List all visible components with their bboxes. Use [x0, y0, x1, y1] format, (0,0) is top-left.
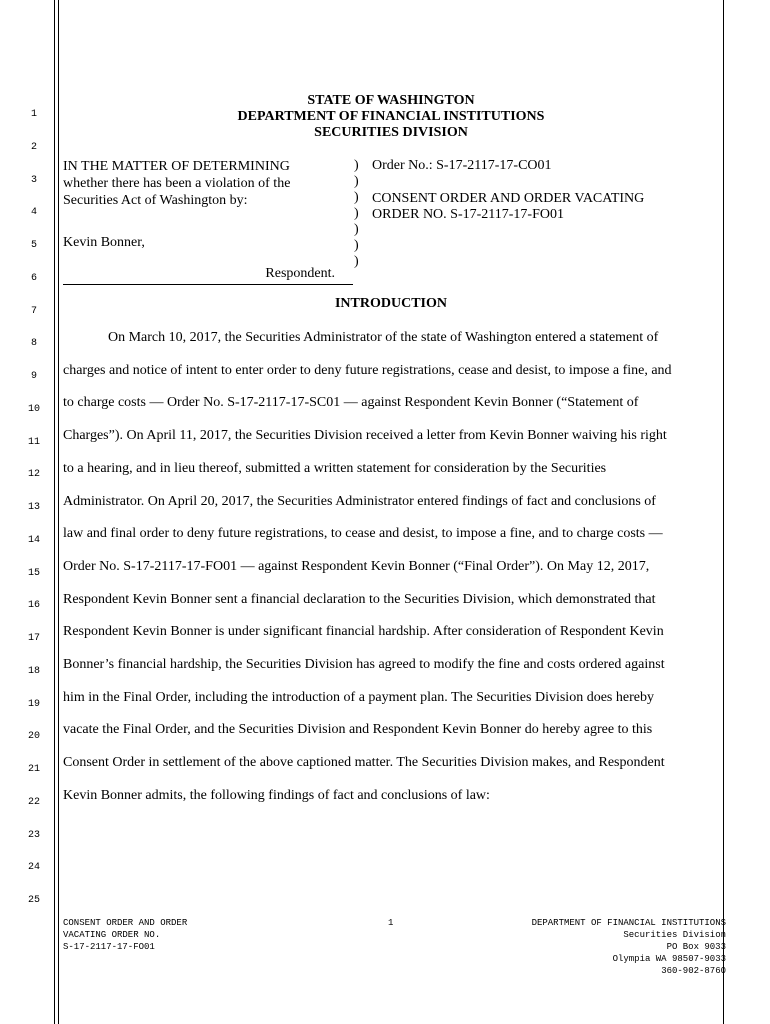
caption-paren: ) [354, 174, 359, 189]
line-number: 24 [27, 862, 40, 874]
line-number: 11 [27, 436, 40, 448]
line-number: 1 [30, 109, 37, 120]
footer-page-number: 1 [388, 918, 394, 928]
footer-right-line: Securities Division [623, 930, 726, 940]
caption-paren: ) [354, 206, 359, 221]
line-number: 17 [27, 633, 40, 644]
line-number: 25 [27, 895, 40, 906]
line-number: 5 [30, 240, 37, 251]
header-division: SECURITIES DIVISION [314, 125, 468, 140]
line-number: 23 [27, 829, 40, 841]
caption-respondent-name: Kevin Bonner, [63, 235, 145, 250]
line-number: 14 [27, 534, 40, 546]
caption-line: Securities Act of Washington by: [63, 193, 248, 208]
footer-left-line: VACATING ORDER NO. [63, 930, 161, 940]
caption-line [63, 209, 343, 226]
paragraph-line: Respondent Kevin Bonner is under significant financial hardship. After consideration of Respondent Kevin [63, 624, 664, 640]
paragraph-line: charges and notice of intent to enter order to deny future registrations, cease and desist, to impose a fine, and [63, 362, 672, 378]
left-margin-rule-outer [54, 0, 55, 1024]
line-number: 8 [30, 338, 37, 350]
caption-line: IN THE MATTER OF DETERMINING [63, 159, 290, 174]
footer-right [532, 917, 726, 977]
header-state: STATE OF WASHINGTON [307, 93, 475, 108]
right-margin-rule [723, 0, 724, 1024]
line-number: 2 [30, 141, 37, 153]
caption-line: whether there has been a violation of the [63, 176, 291, 191]
paragraph-line: Respondent Kevin Bonner sent a financial declaration to the Securities Division, which demonstrated that [63, 591, 656, 607]
line-number: 3 [30, 174, 37, 186]
line-number: 19 [27, 698, 40, 710]
paragraph-line: to charge costs — Order No. S-17-2117-17-SC01 — against Respondent Kevin Bonner (“Statement of [63, 395, 639, 411]
line-number: 10 [27, 403, 40, 415]
caption-underline [63, 284, 353, 285]
section-title-introduction: INTRODUCTION [334, 296, 447, 311]
footer-right-line: PO Box 9033 [666, 942, 726, 952]
paragraph-line: him in the Final Order, including the introduction of a payment plan. The Securities Division does hereby [63, 689, 654, 705]
footer-left [63, 917, 187, 953]
footer-right-line: Olympia WA 98507-9033 [612, 954, 726, 964]
paragraph-line: Bonner’s financial hardship, the Securities Division has agreed to modify the fine and costs ordered against [63, 657, 665, 672]
paragraph-line: Order No. S-17-2117-17-FO01 — against Respondent Kevin Bonner (“Final Order”). On May 12, 2017, [63, 558, 650, 574]
agency-header [60, 93, 722, 141]
paragraph-line: Kevin Bonner admits, the following findings of fact and conclusions of law: [63, 787, 490, 803]
line-number: 7 [30, 305, 37, 317]
left-margin-rule-inner [58, 0, 59, 1024]
line-number: 22 [27, 796, 40, 808]
paragraph-line: Consent Order in settlement of the above captioned matter. The Securities Division makes, and Respondent [63, 755, 665, 771]
footer-right-line: DEPARTMENT OF FINANCIAL INSTITUTIONS [531, 918, 726, 928]
header-department: DEPARTMENT OF FINANCIAL INSTITUTIONS [237, 109, 545, 124]
line-number: 4 [30, 207, 37, 219]
footer-left-line: S-17-2117-17-FO01 [63, 942, 155, 952]
order-title-line2: ORDER NO. S-17-2117-17-FO01 [372, 207, 564, 222]
paragraph-line: On March 10, 2017, the Securities Administrator of the state of Washington entered a statement of [108, 330, 659, 345]
footer-right-line: 360-902-8760 [661, 966, 726, 976]
line-number: 13 [27, 502, 40, 513]
paragraph-line: Charges”). On April 11, 2017, the Securities Division received a letter from Kevin Bonner waiving his right [63, 428, 667, 444]
caption-paren: ) [354, 190, 359, 205]
line-number: 20 [27, 731, 40, 743]
line-number: 21 [27, 764, 40, 775]
paragraph-line: law and final order to deny future registrations, to cease and desist, to impose a fine, and to charge costs — [63, 526, 663, 542]
line-number: 16 [27, 600, 40, 612]
caption-respondent-label: Respondent. [265, 266, 335, 281]
caption-paren: ) [354, 222, 359, 237]
paragraph-line: to a hearing, and in lieu thereof, submitted a written statement for consideration by the Securities [63, 460, 607, 476]
footer-left-line: CONSENT ORDER AND ORDER [63, 918, 188, 928]
paragraph-line: Administrator. On April 20, 2017, the Securities Administrator entered findings of fact and conclusions of [63, 493, 656, 509]
caption-paren: ) [354, 238, 359, 253]
order-number: Order No.: S-17-2117-17-CO01 [372, 158, 552, 173]
line-number: 12 [27, 469, 40, 481]
caption-order-block [372, 158, 722, 223]
order-title-line1: CONSENT ORDER AND ORDER VACATING [372, 191, 645, 206]
caption-paren: ) [354, 158, 359, 173]
line-number: 15 [27, 567, 40, 579]
line-number: 9 [30, 371, 37, 382]
line-number: 18 [27, 665, 40, 677]
caption-matter [63, 158, 343, 251]
line-number: 6 [30, 272, 37, 284]
paragraph-line: vacate the Final Order, and the Securities Division and Respondent Kevin Bonner do hereby agree to this [63, 722, 653, 738]
caption-paren: ) [354, 254, 359, 269]
